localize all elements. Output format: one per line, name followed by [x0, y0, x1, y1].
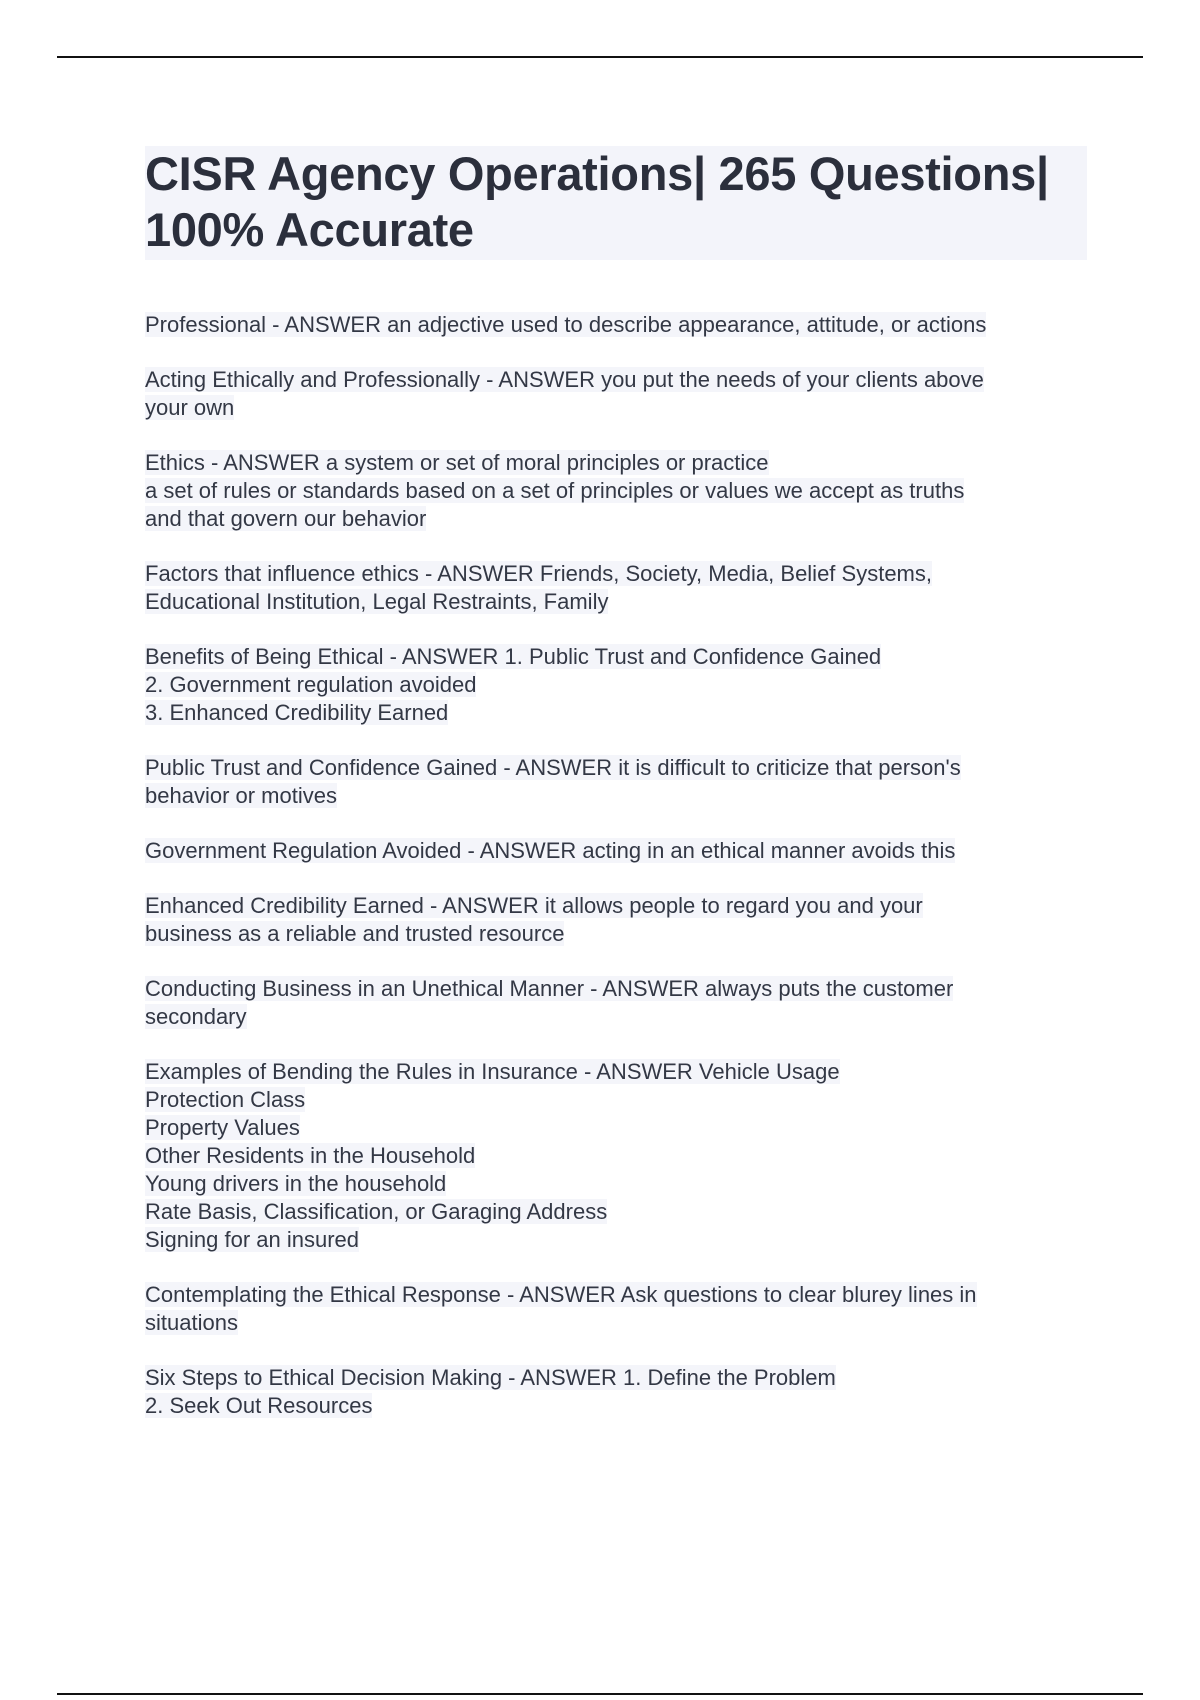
qa-line-text: Educational Institution, Legal Restraints, Family [145, 589, 609, 614]
qa-entry [145, 311, 1095, 339]
qa-line-text: 2. Government regulation avoided [145, 672, 477, 697]
qa-line [145, 366, 1095, 394]
qa-line [145, 1114, 1095, 1142]
qa-line [145, 1003, 1095, 1031]
qa-line [145, 449, 1095, 477]
qa-line [145, 975, 1095, 1003]
qa-line-text: secondary [145, 1004, 247, 1029]
qa-line-text: your own [145, 395, 235, 420]
qa-line-text: 3. Enhanced Credibility Earned [145, 700, 449, 725]
qa-line [145, 1281, 1095, 1309]
qa-line [145, 477, 1095, 505]
title-block [145, 146, 1087, 260]
qa-line [145, 1142, 1095, 1170]
qa-line [145, 1086, 1095, 1114]
qa-line-text: Examples of Bending the Rules in Insurance - ANSWER Vehicle Usage [145, 1059, 840, 1084]
qa-entry [145, 754, 1095, 810]
qa-entry [145, 1364, 1095, 1420]
qa-line-text: Benefits of Being Ethical - ANSWER 1. Public Trust and Confidence Gained [145, 644, 882, 669]
qa-line [145, 782, 1095, 810]
qa-line [145, 505, 1095, 533]
qa-line-text: Property Values [145, 1115, 300, 1140]
qa-line [145, 1198, 1095, 1226]
qa-line [145, 892, 1095, 920]
qa-line-text: Rate Basis, Classification, or Garaging Address [145, 1199, 608, 1224]
bottom-divider [57, 1693, 1143, 1695]
qa-line-text: Protection Class [145, 1087, 306, 1112]
qa-line [145, 1170, 1095, 1198]
qa-line-text: Public Trust and Confidence Gained - ANSWER it is difficult to criticize that person's [145, 755, 961, 780]
qa-line [145, 588, 1095, 616]
qa-entry [145, 449, 1095, 533]
qa-entry [145, 1058, 1095, 1254]
qa-line [145, 754, 1095, 782]
qa-line-text: Factors that influence ethics - ANSWER Friends, Society, Media, Belief Systems, [145, 561, 932, 586]
qa-line [145, 1226, 1095, 1254]
qa-line-text: business as a reliable and trusted resource [145, 921, 565, 946]
qa-line-text: behavior or motives [145, 783, 337, 808]
qa-line-text: Six Steps to Ethical Decision Making - ANSWER 1. Define the Problem [145, 1365, 836, 1390]
qa-line-text: Ethics - ANSWER a system or set of moral principles or practice [145, 450, 769, 475]
qa-line-text: and that govern our behavior [145, 506, 427, 531]
qa-entry [145, 892, 1095, 948]
qa-entry [145, 560, 1095, 616]
qa-entry [145, 975, 1095, 1031]
qa-entry [145, 643, 1095, 727]
qa-line [145, 1364, 1095, 1392]
qa-line-text: Signing for an insured [145, 1227, 360, 1252]
qa-line [145, 837, 1095, 865]
qa-line-text: situations [145, 1310, 238, 1335]
qa-line-text: Contemplating the Ethical Response - ANSWER Ask questions to clear blurey lines in [145, 1282, 977, 1307]
qa-line-text: a set of rules or standards based on a set of principles or values we accept as truths [145, 478, 965, 503]
qa-entry [145, 837, 1095, 865]
qa-line [145, 920, 1095, 948]
qa-line [145, 311, 1095, 339]
top-divider [57, 56, 1143, 58]
qa-entry [145, 1281, 1095, 1337]
qa-entry [145, 366, 1095, 422]
qa-line-text: Professional - ANSWER an adjective used to describe appearance, attitude, or actions [145, 312, 987, 337]
page-title: CISR Agency Operations| 265 Questions| 100% Accurate [145, 147, 1049, 256]
qa-line [145, 394, 1095, 422]
qa-line-text: 2. Seek Out Resources [145, 1393, 373, 1418]
qa-line-text: Enhanced Credibility Earned - ANSWER it allows people to regard you and your [145, 893, 923, 918]
qa-line [145, 671, 1095, 699]
qa-line-text: Conducting Business in an Unethical Manner - ANSWER always puts the customer [145, 976, 954, 1001]
qa-line [145, 643, 1095, 671]
qa-list [145, 311, 1095, 1447]
qa-line-text: Other Residents in the Household [145, 1143, 476, 1168]
qa-line-text: Government Regulation Avoided - ANSWER acting in an ethical manner avoids this [145, 838, 956, 863]
qa-line [145, 699, 1095, 727]
qa-line-text: Acting Ethically and Professionally - ANSWER you put the needs of your clients above [145, 367, 984, 392]
qa-line [145, 1058, 1095, 1086]
qa-line [145, 1392, 1095, 1420]
qa-line [145, 560, 1095, 588]
qa-line-text: Young drivers in the household [145, 1171, 447, 1196]
qa-line [145, 1309, 1095, 1337]
